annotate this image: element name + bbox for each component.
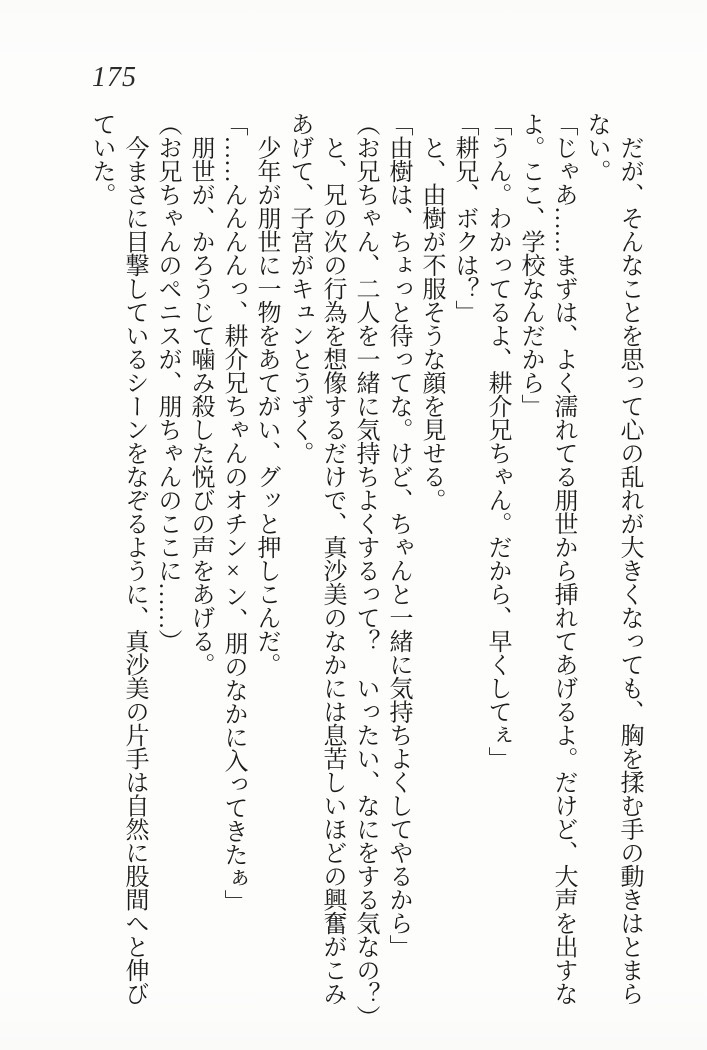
text-column: よ。ここ、学校なんだから」 — [517, 112, 543, 418]
text-column: 「耕兄、ボクは？」 — [451, 112, 477, 324]
text-column: ない。 — [583, 112, 609, 183]
text-column: 少年が朋世に一物をあてがい、グッと押しこんだ。 — [253, 112, 279, 676]
text-column: だが、そんなことを思って心の乱れが大きくなっても、胸を揉む手の動きはとまら — [616, 112, 642, 1005]
text-column: 今まさに目撃しているシーンをなぞるように、真沙美の片手は自然に股間へと伸び — [121, 112, 147, 1005]
text-column: 「由樹は、ちょっと待ってな。けど、ちゃんと一緒に気持ちよくしてやるから」 — [385, 112, 411, 958]
text-column: 朋世が、かろうじて噛み殺した悦びの声をあげる。 — [187, 112, 213, 676]
text-column: （お兄ちゃんのペニスが、朋ちゃんのここに……） — [154, 112, 180, 653]
text-column: （お兄ちゃん、二人を一緒に気持ちよくするって？ いったい、なにをする気なの？） — [352, 112, 378, 1029]
text-column: ていた。 — [88, 112, 114, 206]
text-column: あげて、子宮がキュンとうずく。 — [286, 112, 312, 465]
text-column: 「じゃあ……まずは、よく濡れてる朋世から挿れてあげるよ。だけど、大声を出すな — [550, 112, 576, 1005]
text-column: 「うん。わかってるよ、耕介兄ちゃん。だから、早くしてぇ」 — [484, 112, 510, 770]
text-column: 「……んんんんっ、耕介兄ちゃんのオチン×ン、朋のなかに入ってきたぁ」 — [220, 112, 246, 913]
text-column: と、兄の次の行為を想像するだけで、真沙美のなかには息苦しいほどの興奮がこみ — [319, 112, 345, 1005]
text-block — [84, 112, 645, 1040]
text-column: と、由樹が不服そうな顔を見せる。 — [418, 112, 444, 512]
page-number: 175 — [92, 62, 137, 93]
